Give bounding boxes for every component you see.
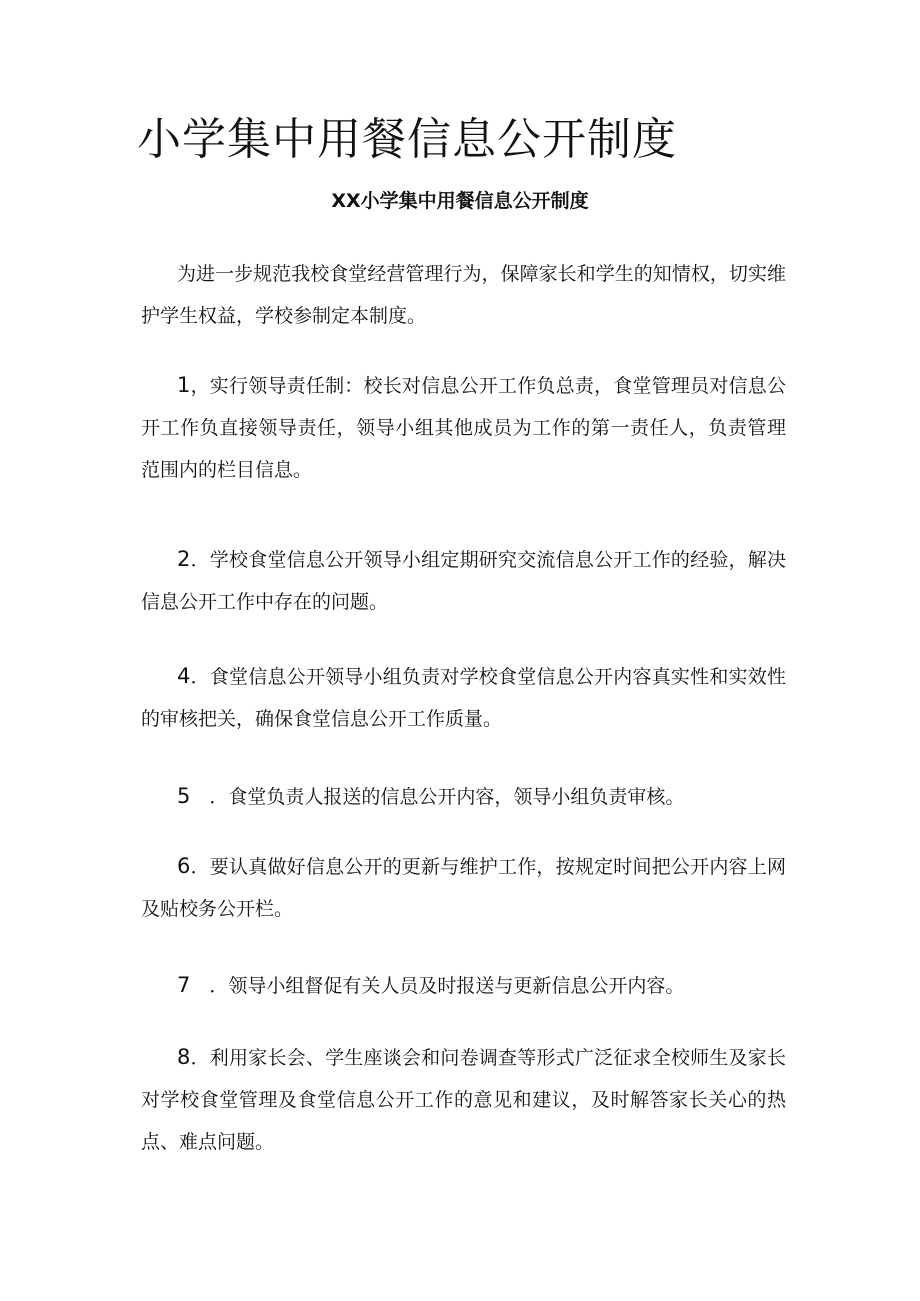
item-number: 5 — [177, 784, 191, 808]
item-text: ，实行领导责任制：校长对信息公开工作负总责，食堂管理员对信息公开工作负直接领导责任，领导小组其他成员为工作的第一责任人，负责管理范围内的栏目信息。 — [141, 375, 786, 481]
item-text: ．学校食堂信息公开领导小组定期研究交流信息公开工作的经验，解决信息公开工作中存在的问题。 — [141, 549, 786, 613]
item-text: ．利用家长会、学生座谈会和问卷调查等形式广泛征求全校师生及家长对学校食堂管理及食堂信息公开工作的意见和建议，及时解答家长关心的热点、难点问题。 — [141, 1047, 786, 1153]
intro-paragraph: 为进一步规范我校食堂经营管理行为，保障家长和学生的知情权，切实维护学生权益，学校参制定本制度。 — [141, 263, 786, 327]
item-text: ．食堂信息公开领导小组负责对学校食堂信息公开内容真实性和实效性的审核把关，确保食堂信息公开工作质量。 — [141, 666, 786, 730]
item-paragraph — [141, 845, 786, 930]
item-number: 2 — [177, 547, 191, 571]
item-text: ．要认真做好信息公开的更新与维护工作，按规定时间把公开内容上网及贴校务公开栏。 — [141, 856, 786, 920]
item-number: 7 — [177, 973, 191, 997]
item-paragraph — [141, 538, 786, 623]
item-paragraph — [141, 775, 786, 818]
item-paragraph — [141, 364, 786, 491]
item-number: 8 — [177, 1045, 191, 1069]
item-text: ．领导小组督促有关人员及时报送与更新信息公开内容。 — [190, 975, 685, 997]
item-number: 6 — [177, 854, 191, 878]
item-paragraph — [141, 655, 786, 740]
document-subtitle: XX小学集中用餐信息公开制度 — [331, 190, 589, 212]
item-paragraph — [141, 1036, 786, 1163]
item-number: 4 — [177, 664, 191, 688]
document-title: 小学集中用餐信息公开制度 — [137, 114, 677, 165]
item-text: ．食堂负责人报送的信息公开内容，领导小组负责审核。 — [190, 786, 685, 808]
item-number: 1 — [177, 373, 191, 397]
item-paragraph — [141, 964, 786, 1007]
